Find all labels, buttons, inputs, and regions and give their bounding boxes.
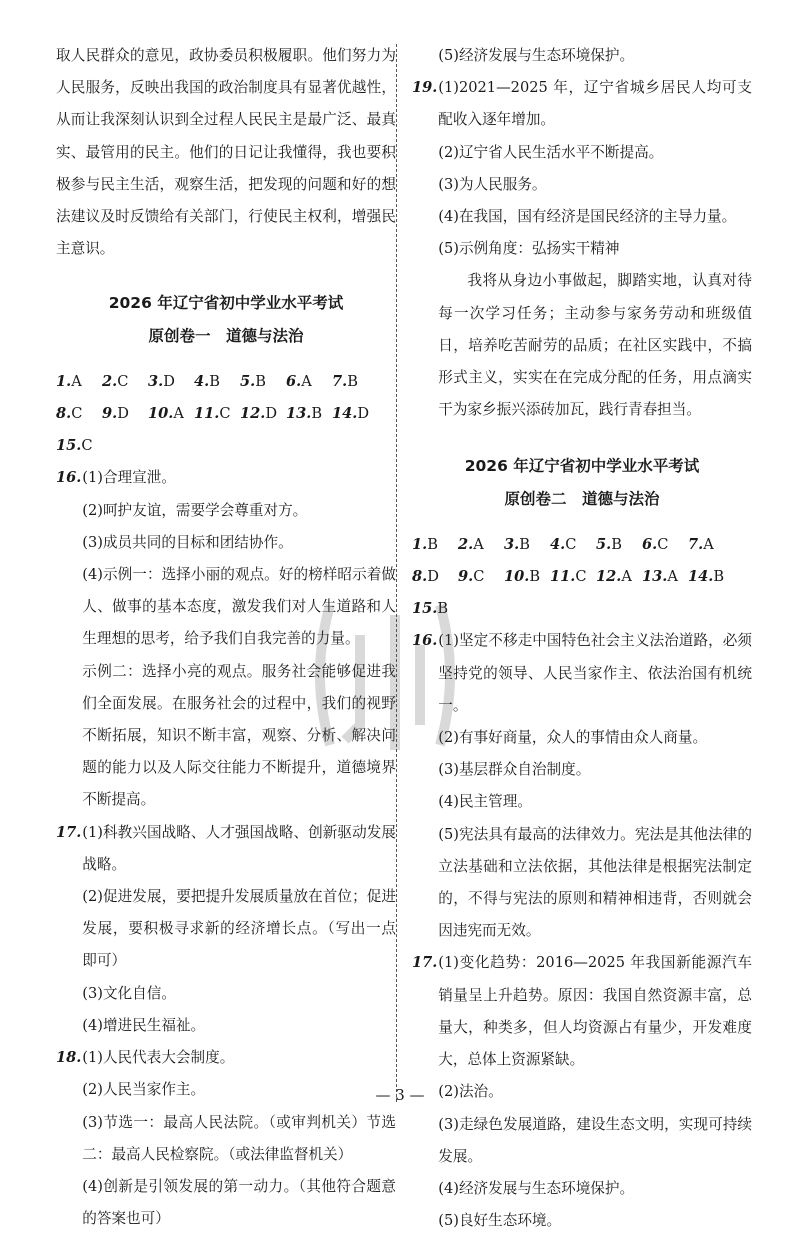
answer-item: 5.B xyxy=(240,372,266,390)
answer-item: 7.B xyxy=(332,372,358,390)
answer-item: 1.A xyxy=(56,372,82,390)
answer-item: 15.C xyxy=(56,437,93,455)
answer-text: (4)在我国，国有经济是国民经济的主导力量。 xyxy=(438,208,737,226)
question-19 xyxy=(412,72,752,136)
answer-text: (1)变化趋势：2016—2025 年我国新能源汽车销量呈上升趋势。原因：我国自然资源丰富，总量大，种类多，但人均资源占有量少，开发难度大，总体上资源紧缺。 xyxy=(438,954,752,1069)
answer-item: 13.A xyxy=(642,568,678,586)
answer-item: 3.D xyxy=(148,372,175,390)
answer-text: (3)走绿色发展道路，建设生态文明，实现可持续发展。 xyxy=(438,1115,752,1165)
answer-text: (4)经济发展与生态环境保护。 xyxy=(438,1179,635,1197)
answer-item: 13.B xyxy=(286,405,323,423)
answer-text: (2)辽宁省人民生活水平不断提高。 xyxy=(438,143,664,161)
question-number: 19. xyxy=(412,79,438,97)
answer-text: (1)2021—2025 年，辽宁省城乡居民人均可支配收入逐年增加。 xyxy=(438,79,752,129)
answer-text: (3)文化自信。 xyxy=(82,984,176,1002)
essay-paragraph: 我将从身边小事做起，脚踏实地，认真对待每一次学习任务；主动参与家务劳动和班级值日，培养吃苦耐劳的品质；在社区实践中，不搞形式主义，实实在在完成分配的任务，用点滴实干为家乡振兴添砖加瓦，践行青春担当。 xyxy=(438,272,752,419)
answer-item: 2.A xyxy=(458,535,484,553)
answer-item: 3.B xyxy=(504,535,530,553)
exam-title: 2026 年辽宁省初中学业水平考试 xyxy=(464,457,700,476)
column-divider xyxy=(396,44,397,1102)
answer-item: 9.D xyxy=(102,405,129,423)
carry-over-paragraph: 取人民群众的意见，政协委员积极履职。他们努力为人民服务，反映出我国的政治制度具有显著优越性，从而让我深刻认识到全过程人民民主是最广泛、最真实、最管用的民主。他们的日记让我懂得，我也要积极参与民主生活，观察生活，把发现的问题和好的想法建议及时反馈给有关部门，行使民主权利，增强民主意识。 xyxy=(56,47,396,258)
answer-text: (1)坚定不移走中国特色社会主义法治道路，必须坚持党的领导、人民当家作主、依法治国有机统一。 xyxy=(438,632,752,714)
answer-item: 14.B xyxy=(688,568,725,586)
question-number: 17. xyxy=(56,823,82,841)
answer-item: 8.D xyxy=(412,568,439,586)
exam-subtitle: 原创卷二 道德与法治 xyxy=(504,489,660,508)
answer-text: (3)基层群众自治制度。 xyxy=(438,761,591,779)
question-17 xyxy=(56,817,396,881)
answer-item: 6.C xyxy=(642,535,669,553)
answer-item: 10.B xyxy=(504,568,541,586)
answer-text: (3)成员共同的目标和团结协作。 xyxy=(82,533,293,551)
answer-item: 15.B xyxy=(412,600,449,618)
question-number: 18. xyxy=(56,1049,82,1067)
answer-item: 11.C xyxy=(194,405,231,423)
question-number: 17. xyxy=(412,954,438,972)
answer-item: 12.A xyxy=(596,568,632,586)
answer-item: 12.D xyxy=(240,405,278,423)
answer-text: (1)科教兴国战略、人才强国战略、创新驱动发展战略。 xyxy=(82,823,396,873)
answer-item: 10.A xyxy=(148,405,184,423)
answer-text: (5)宪法具有最高的法律效力。宪法是其他法律的立法基础和立法依据，其他法律是根据宪法制定的，不得与宪法的原则和精神相违背，否则就会因违宪而无效。 xyxy=(438,825,752,940)
answer-text: (1)人民代表大会制度。 xyxy=(82,1049,235,1067)
publisher-logo-watermark-icon xyxy=(300,575,470,775)
answer-item: 1.B xyxy=(412,535,438,553)
answer-item: 14.D xyxy=(332,405,370,423)
answer-item: 4.B xyxy=(194,372,220,390)
answer-text: (3)为人民服务。 xyxy=(438,175,547,193)
answer-item: 2.C xyxy=(102,372,129,390)
exam-subtitle: 原创卷一 道德与法治 xyxy=(148,326,304,345)
question-17 xyxy=(412,947,752,1076)
question-number: 16. xyxy=(412,632,438,650)
answer-text: (2)呵护友谊，需要学会尊重对方。 xyxy=(82,501,308,519)
question-16 xyxy=(56,462,396,494)
question-number: 16. xyxy=(56,469,82,487)
question-18 xyxy=(56,1042,396,1074)
exam-title: 2026 年辽宁省初中学业水平考试 xyxy=(108,294,344,313)
answer-text: (4)示例一：选择小丽的观点。好的榜样昭示着做人、做事的基本态度，激发我们对人生道路和人生理想的思考，给予我们自我完善的力量。 xyxy=(82,566,396,648)
answer-text: (3)节选一：最高人民法院。（或审判机关）节选二：最高人民检察院。（或法律监督机关） xyxy=(82,1113,396,1163)
answer-item: 5.B xyxy=(596,535,622,553)
answer-item: 9.C xyxy=(458,568,485,586)
answer-item: 6.A xyxy=(286,372,312,390)
page-number: — 3 — xyxy=(375,1086,425,1104)
answer-text: (4)民主管理。 xyxy=(438,793,532,811)
answer-text: (5)良好生态环境。 xyxy=(438,1212,562,1230)
answer-text: (2)法治。 xyxy=(438,1083,503,1101)
answer-text: (2)促进发展，要把提升发展质量放在首位；促进发展，要积极寻求新的经济增长点。（写出一点即可） xyxy=(82,888,396,970)
answer-item: 11.C xyxy=(550,568,587,586)
answer-text: (2)有事好商量，众人的事情由众人商量。 xyxy=(438,729,708,747)
choice-answers xyxy=(56,366,396,463)
answer-text: (4)增进民生福祉。 xyxy=(82,1016,206,1034)
answer-text: 示例二：选择小亮的观点。服务社会能够促进我们全面发展。在服务社会的过程中，我们的视野不断拓展，知识不断丰富，观察、分析、解决问题的能力以及人际交往能力不断提升，道德境界不断提高。 xyxy=(82,662,396,809)
answer-text: (4)创新是引领发展的第一动力。（其他符合题意的答案也可） xyxy=(82,1177,396,1228)
answer-item: 4.C xyxy=(550,535,577,553)
answer-text: (5)示例角度：弘扬实干精神 xyxy=(438,240,620,258)
answer-text: (1)合理宣泄。 xyxy=(82,469,176,487)
answer-text: (2)人民当家作主。 xyxy=(82,1081,206,1099)
answer-item: 7.A xyxy=(688,535,714,553)
answer-text: (5)经济发展与生态环境保护。 xyxy=(438,47,635,64)
answer-item: 8.C xyxy=(56,405,83,423)
